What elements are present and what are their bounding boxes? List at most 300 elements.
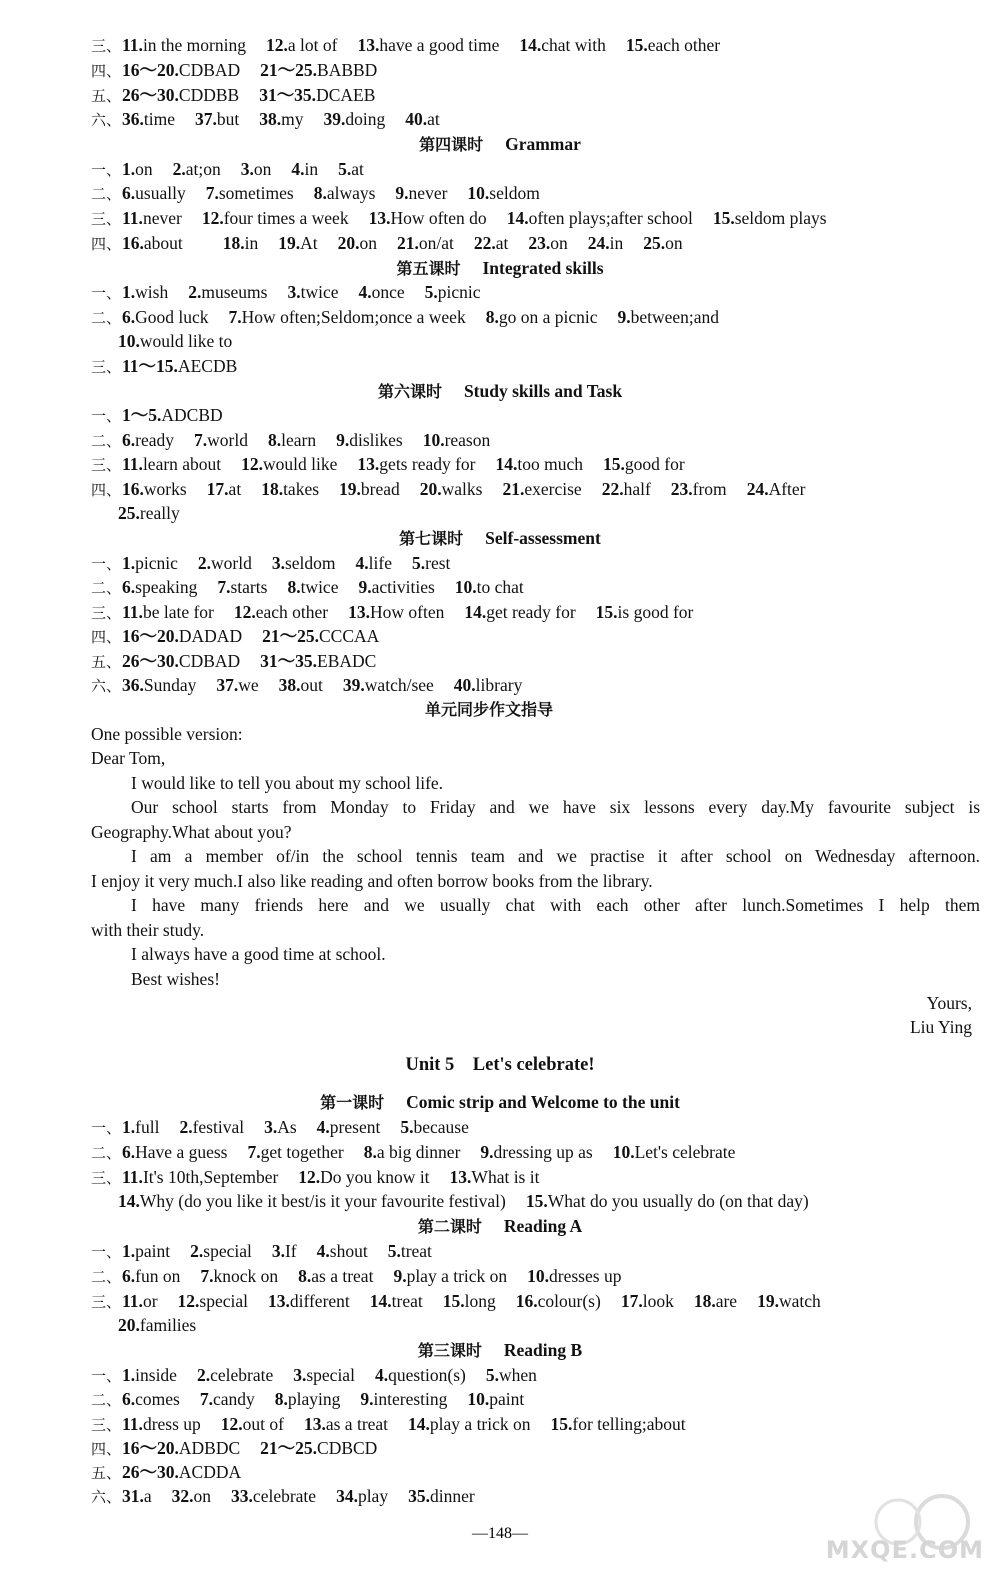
answer-text: DADAD: [178, 626, 243, 646]
answer-number: 10.: [118, 331, 140, 351]
answer-text: at: [495, 233, 509, 253]
answer-number: 11.: [122, 1414, 143, 1434]
answer-item: [122, 1289, 158, 1313]
answer-number: 12.: [201, 208, 224, 228]
answer-text: takes: [283, 479, 320, 499]
answer-item: [408, 1412, 530, 1436]
answer-number: 10.: [612, 1142, 635, 1162]
answer-number: 4.: [355, 553, 369, 573]
answer-number: 9.: [358, 577, 372, 597]
answer-text: special: [199, 1291, 248, 1311]
answer-text: watch/see: [364, 675, 434, 695]
answer-number: 19.: [757, 1291, 779, 1311]
answer-number: 18.: [693, 1291, 716, 1311]
answer-item: [275, 1387, 341, 1411]
answer-number: 10.: [422, 430, 445, 450]
answer-text: often plays;after school: [528, 208, 693, 228]
section-marker: 四、: [91, 628, 122, 646]
answer-text: What is it: [471, 1167, 540, 1187]
answer-number: 12.: [265, 35, 288, 55]
answer-item: [200, 1387, 255, 1411]
answer-item: [338, 231, 377, 255]
answer-text: on: [665, 233, 683, 253]
answer-number: 6.: [122, 430, 136, 450]
answer-item: [260, 649, 376, 673]
section-heading: [0, 1338, 1000, 1362]
answer-line: [91, 231, 980, 255]
answer-number: 8.: [485, 307, 499, 327]
answer-item: [298, 1165, 429, 1189]
answer-item: [118, 1313, 196, 1337]
answer-text: to chat: [476, 577, 524, 597]
answer-text: chat with: [541, 35, 606, 55]
answer-number: 21.: [502, 479, 525, 499]
answer-item: [360, 1387, 447, 1411]
answer-text: be late for: [142, 602, 214, 622]
section-marker: 一、: [91, 555, 122, 573]
answer-number: 14.: [118, 1191, 140, 1211]
answer-item: [122, 403, 223, 427]
answer-text: Why (do you like it best/is it your favourite festival): [139, 1191, 506, 1211]
section-marker: 四、: [91, 481, 122, 499]
answer-line: [91, 107, 980, 131]
answer-item: [202, 206, 349, 230]
answer-item: [423, 428, 491, 452]
answer-line: [118, 329, 980, 353]
answer-text: CDDBB: [178, 85, 240, 105]
answer-text: go on a picnic: [498, 307, 598, 327]
answer-number: 16～20.: [122, 1438, 179, 1458]
answer-number: 15.: [712, 208, 735, 228]
answer-text: dinner: [429, 1486, 475, 1506]
answer-number: 25.: [118, 503, 140, 523]
answer-item: [221, 1412, 284, 1436]
answer-number: 15.: [603, 454, 625, 474]
answer-number: 11.: [122, 208, 143, 228]
answer-item: [261, 477, 319, 501]
answer-item: [519, 33, 606, 57]
answer-number: 5.: [412, 553, 426, 573]
section-marker: 五、: [91, 87, 122, 105]
section-marker: 三、: [91, 1169, 122, 1187]
answer-item: [400, 1115, 469, 1139]
answer-number: 15.: [442, 1291, 465, 1311]
answer-text: on: [253, 159, 272, 179]
answer-item: [259, 107, 303, 131]
answer-number: 33.: [231, 1486, 253, 1506]
answer-item: [455, 575, 524, 599]
answer-number: 1.: [122, 1241, 136, 1261]
answer-item: [118, 1189, 506, 1213]
answer-item: [291, 157, 318, 181]
answer-item: [234, 600, 328, 624]
answer-number: 7.: [194, 430, 208, 450]
answer-text: in: [609, 233, 624, 253]
answer-number: 8.: [313, 183, 327, 203]
section-marker: 二、: [91, 185, 122, 203]
answer-number: 7.: [228, 307, 242, 327]
answer-item: [369, 206, 487, 230]
answer-item: [317, 1239, 368, 1263]
unit-title: Unit 5 Let's celebrate!: [405, 1055, 595, 1075]
answer-line: [91, 58, 980, 82]
answer-item: [357, 33, 499, 57]
answer-text: ADCBD: [161, 405, 223, 425]
answer-number: 13.: [449, 1167, 472, 1187]
answer-text: question(s): [388, 1365, 466, 1385]
answer-item: [122, 58, 240, 82]
section-heading: [0, 132, 1000, 156]
answer-number: 39.: [323, 109, 346, 129]
answer-line: [91, 1239, 980, 1263]
answer-item: [118, 501, 180, 525]
essay-line: I am a member of/in the school tennis team and we practise it after school on Wednesday afternoon.: [131, 846, 980, 866]
answer-number: 6.: [122, 183, 136, 203]
answer-line: [91, 1363, 980, 1387]
answer-item: [260, 58, 377, 82]
essay-line: One possible version:: [91, 724, 243, 744]
answer-text: celebrate: [252, 1486, 317, 1506]
section-marker: 二、: [91, 1391, 122, 1409]
answer-number: 6.: [122, 307, 136, 327]
answer-number: 10.: [467, 1389, 490, 1409]
answer-item: [480, 1140, 592, 1164]
answer-text: bread: [360, 479, 400, 499]
answer-number: 16.: [122, 479, 144, 499]
answer-text: ACDDA: [178, 1462, 242, 1482]
answer-number: 11～15.: [122, 356, 178, 376]
answer-number: 1.: [122, 1365, 136, 1385]
answer-number: 2.: [196, 1365, 211, 1385]
answer-item: [287, 280, 338, 304]
section-marker: 五、: [91, 653, 122, 671]
answer-item: [217, 575, 267, 599]
answer-number: 39.: [342, 675, 365, 695]
section-marker: 四、: [91, 235, 122, 253]
answer-text: It's 10th,September: [142, 1167, 279, 1187]
answer-line: [91, 1387, 980, 1411]
answer-item: [443, 1289, 496, 1313]
answer-text: time: [143, 109, 175, 129]
answer-text: as a treat: [325, 1414, 389, 1434]
section-heading-en: Comic strip and Welcome to the unit: [406, 1092, 680, 1112]
answer-number: 5.: [400, 1117, 414, 1137]
answer-number: 23.: [670, 479, 693, 499]
essay-line: I always have a good time at school.: [131, 944, 386, 964]
section-heading-en: Integrated skills: [482, 258, 604, 278]
answer-item: [596, 600, 694, 624]
answer-text: colour(s): [537, 1291, 601, 1311]
section-marker: 一、: [91, 161, 122, 179]
answer-text: different: [289, 1291, 350, 1311]
answer-number: 13.: [348, 602, 371, 622]
answer-text: playing: [287, 1389, 341, 1409]
answer-item: [231, 1484, 316, 1508]
answer-line: [91, 280, 980, 304]
section-heading: [0, 697, 1000, 721]
answer-number: 17.: [206, 479, 229, 499]
answer-number: 3.: [271, 553, 285, 573]
answer-item: [122, 181, 186, 205]
answer-line: [91, 428, 980, 452]
answer-text: a: [143, 1486, 152, 1506]
answer-text: at: [351, 159, 364, 179]
answer-number: 12.: [298, 1167, 321, 1187]
section-heading-zh: 第二课时: [417, 1217, 482, 1236]
section-marker: 三、: [91, 37, 122, 55]
answer-item: [356, 551, 392, 575]
answer-item: [122, 305, 209, 329]
answer-item: [496, 452, 584, 476]
answer-number: 22.: [601, 479, 624, 499]
answer-text: from: [692, 479, 727, 499]
answer-line: [91, 1412, 980, 1436]
answer-number: 22.: [473, 233, 496, 253]
answer-text: Let's celebrate: [634, 1142, 736, 1162]
answer-number: 11.: [122, 602, 143, 622]
answer-item: [194, 428, 248, 452]
answer-text: watch: [778, 1291, 821, 1311]
answer-item: [304, 1412, 388, 1436]
answer-number: 6.: [122, 577, 136, 597]
answer-text: How often do: [390, 208, 487, 228]
answer-number: 2.: [172, 159, 186, 179]
answer-number: 13.: [357, 454, 380, 474]
answer-number: 4.: [316, 1117, 330, 1137]
answer-number: 8.: [274, 1389, 288, 1409]
answer-item: [122, 649, 240, 673]
answer-text: get ready for: [486, 602, 576, 622]
essay-line: with their study.: [91, 920, 205, 940]
answer-number: 21～25.: [260, 1438, 318, 1458]
answer-number: 31～35.: [260, 651, 318, 671]
answer-line: [91, 1165, 980, 1189]
answer-item: [268, 428, 316, 452]
answer-item: [527, 1264, 621, 1288]
answer-text: walks: [441, 479, 483, 499]
answer-item: [122, 551, 178, 575]
answer-number: 7.: [199, 1389, 213, 1409]
answer-text: EBADC: [317, 651, 377, 671]
essay-line: I have many friends here and we usually chat with each other after lunch.Sometimes I help them: [131, 895, 980, 915]
answer-number: 3.: [287, 282, 301, 302]
essay-line: I would like to tell you about my school life.: [131, 773, 444, 793]
answer-number: 12.: [241, 454, 264, 474]
section-heading: [0, 379, 1000, 403]
answer-item: [247, 1140, 343, 1164]
answer-item: [293, 1363, 355, 1387]
section-marker: 二、: [91, 309, 122, 327]
answer-item: [528, 231, 567, 255]
answer-number: 4.: [358, 282, 372, 302]
answer-line: [91, 206, 980, 230]
answer-item: [223, 231, 259, 255]
answer-text: At: [300, 233, 318, 253]
answer-item: [216, 673, 258, 697]
answer-number: 25.: [643, 233, 666, 253]
answer-text: rest: [425, 553, 451, 573]
answer-text: families: [139, 1315, 197, 1335]
answer-item: [122, 575, 197, 599]
answer-text: wish: [135, 282, 169, 302]
answer-text: each other: [647, 35, 721, 55]
answer-text: my: [281, 109, 304, 129]
answer-number: 3.: [240, 159, 254, 179]
section-marker: 三、: [91, 1293, 122, 1311]
answer-text: play a trick on: [429, 1414, 531, 1434]
answer-number: 11.: [122, 1291, 143, 1311]
answer-item: [393, 1264, 507, 1288]
answer-line: [91, 575, 980, 599]
answer-text: as a treat: [311, 1266, 374, 1286]
answer-number: 23.: [528, 233, 551, 253]
section-heading-en: Reading A: [503, 1216, 583, 1236]
answer-number: 1.: [122, 553, 136, 573]
answer-line: [91, 673, 980, 697]
answer-text: in the morning: [142, 35, 246, 55]
answer-number: 8.: [363, 1142, 377, 1162]
answer-text: doing: [345, 109, 386, 129]
answer-text: Sunday: [143, 675, 197, 695]
answer-item: [200, 1264, 278, 1288]
answer-number: 36.: [122, 109, 144, 129]
answer-text: really: [139, 503, 180, 523]
answer-text: four times a week: [223, 208, 349, 228]
answer-text: world: [211, 553, 252, 573]
answer-item: [713, 206, 827, 230]
answer-line: [91, 157, 980, 181]
answer-number: 19.: [278, 233, 301, 253]
answer-text: long: [464, 1291, 496, 1311]
answer-item: [621, 1289, 674, 1313]
section-heading: [0, 256, 1000, 280]
answer-number: 15.: [625, 35, 648, 55]
answer-text: each other: [255, 602, 329, 622]
answer-number: 36.: [122, 675, 144, 695]
answer-number: 12.: [220, 1414, 243, 1434]
answer-item: [425, 280, 481, 304]
answer-item: [122, 1264, 180, 1288]
answer-number: 5.: [424, 282, 438, 302]
answer-number: 18.: [261, 479, 284, 499]
answer-text: CDBAD: [178, 651, 241, 671]
answer-number: 38.: [259, 109, 282, 129]
answer-text: full: [135, 1117, 160, 1137]
answer-text: ADBDC: [178, 1438, 241, 1458]
answer-number: 7.: [217, 577, 231, 597]
answer-item: [122, 206, 182, 230]
answer-number: 3.: [293, 1365, 307, 1385]
answer-line: [91, 1436, 980, 1460]
answer-text: museums: [201, 282, 268, 302]
answer-item: [278, 231, 317, 255]
answer-number: 9.: [360, 1389, 374, 1409]
answer-item: [197, 1363, 273, 1387]
answer-text: special: [203, 1241, 252, 1261]
answer-item: [118, 329, 232, 353]
answer-item: [454, 673, 523, 697]
answer-item: [314, 181, 376, 205]
answer-item: [502, 477, 581, 501]
answer-item: [298, 1264, 373, 1288]
answer-number: 31.: [122, 1486, 144, 1506]
answer-item: [336, 428, 403, 452]
watermark-text: MXQE.COM: [825, 1536, 984, 1564]
answer-item: [195, 107, 239, 131]
answer-item: [266, 33, 337, 57]
answer-text: Good luck: [135, 307, 209, 327]
section-marker: 三、: [91, 604, 122, 622]
answer-number: 17.: [620, 1291, 643, 1311]
answer-text: candy: [212, 1389, 255, 1409]
answer-item: [551, 1412, 686, 1436]
answer-text: How often;Seldom;once a week: [241, 307, 466, 327]
answer-line: [91, 354, 980, 378]
answer-text: paint: [489, 1389, 525, 1409]
answer-item: [122, 1165, 278, 1189]
answer-item: [272, 1239, 297, 1263]
answer-line: [91, 1140, 980, 1164]
answer-item: [122, 231, 183, 255]
answer-number: 14.: [408, 1414, 430, 1434]
answer-number: 1～5.: [122, 405, 162, 425]
section-marker: 四、: [91, 1440, 122, 1458]
answer-item: [467, 181, 539, 205]
answer-text: paint: [135, 1241, 171, 1261]
essay-line: I enjoy it very much.I also like reading and often borrow books from the library.: [91, 871, 653, 891]
answer-item: [526, 1189, 809, 1213]
answer-item: [122, 1140, 227, 1164]
answer-text: would like: [263, 454, 338, 474]
answer-item: [375, 1363, 466, 1387]
answer-item: [364, 1140, 461, 1164]
answer-number: 3.: [271, 1241, 285, 1261]
answer-number: 14.: [369, 1291, 392, 1311]
answer-item: [279, 673, 323, 697]
section-marker: 四、: [91, 62, 122, 80]
answer-item: [626, 33, 720, 57]
answer-line: [91, 1264, 980, 1288]
answer-number: 14.: [495, 454, 518, 474]
answer-number: 18.: [222, 233, 245, 253]
answer-number: 2.: [179, 1117, 193, 1137]
answer-line: [91, 624, 980, 648]
answer-item: [122, 624, 242, 648]
answer-number: 9.: [393, 1266, 407, 1286]
answer-number: 4.: [316, 1241, 330, 1261]
essay-line: Liu Ying: [909, 1017, 972, 1037]
answer-number: 15.: [550, 1414, 573, 1434]
answer-item: [287, 575, 338, 599]
section-marker: 二、: [91, 1144, 122, 1162]
answer-item: [339, 477, 400, 501]
answer-item: [122, 1436, 240, 1460]
answer-line: [91, 181, 980, 205]
answer-text: dislikes: [349, 430, 403, 450]
answer-number: 7.: [247, 1142, 261, 1162]
answer-number: 14.: [519, 35, 542, 55]
answer-text: inside: [135, 1365, 177, 1385]
answer-number: 16～20.: [122, 60, 179, 80]
answer-text: look: [642, 1291, 674, 1311]
answer-text: never: [408, 183, 448, 203]
answer-item: [122, 452, 221, 476]
answer-number: 35.: [408, 1486, 430, 1506]
answer-number: 13.: [357, 35, 380, 55]
essay-line: Our school starts from Monday to Friday and we have six lessons every day.My favourite subject is: [131, 797, 980, 817]
answer-line: [91, 1460, 980, 1484]
answer-number: 21.: [397, 233, 419, 253]
